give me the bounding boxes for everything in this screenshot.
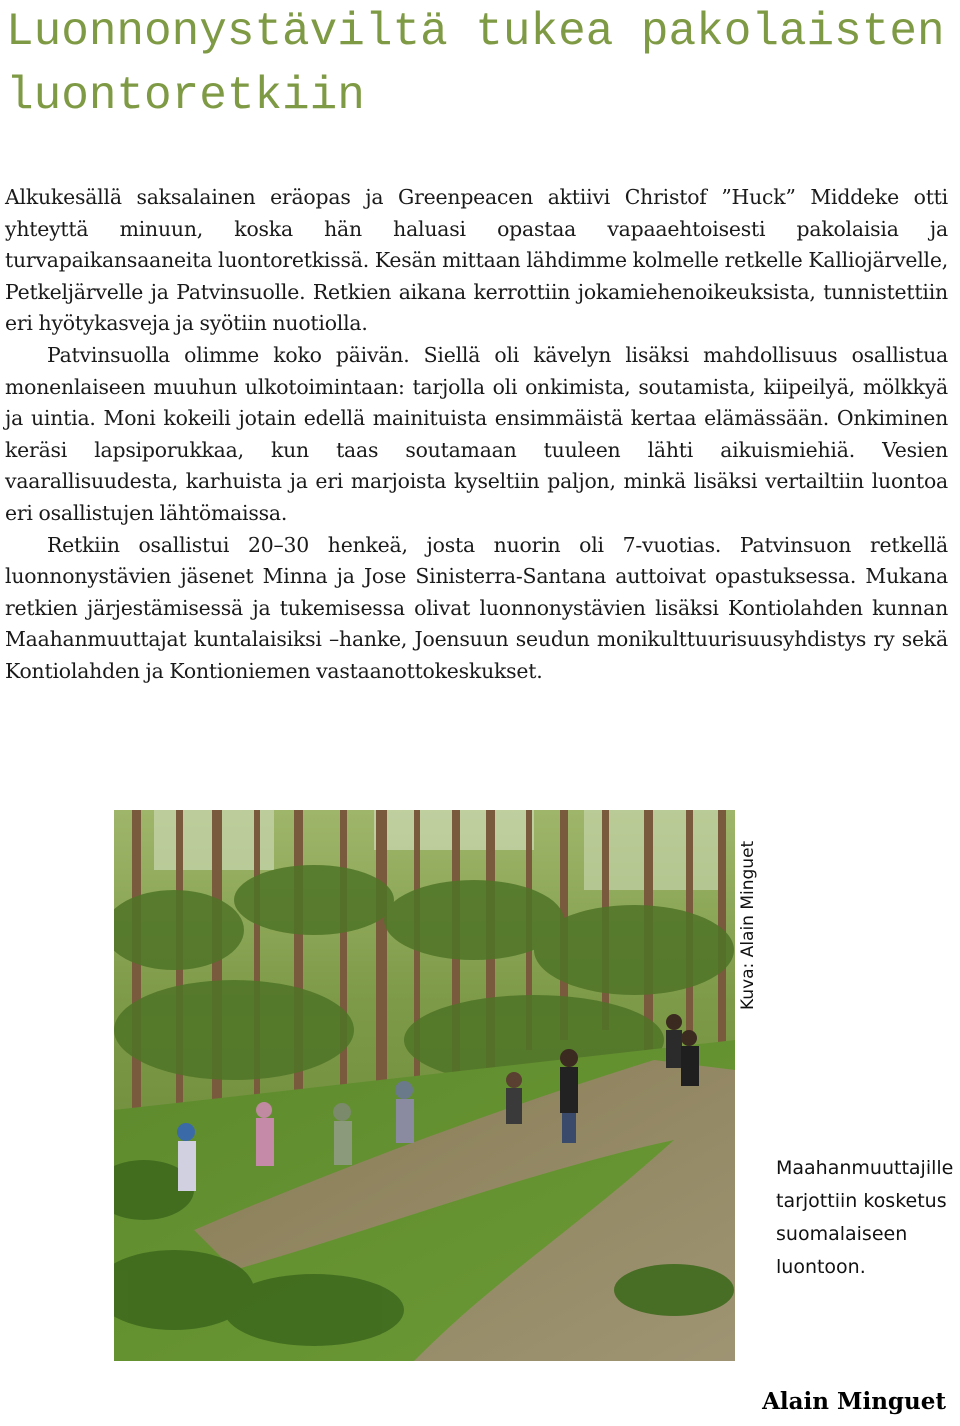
article-body	[5, 182, 948, 688]
author-signature: Alain Minguet	[762, 1388, 946, 1415]
article-headline: Luonnonystäviltä tukea pakolaisten luontoretkiin	[6, 6, 945, 122]
forest-hike-photo	[114, 810, 735, 1361]
photo-caption: Maahanmuuttajille tarjottiin kosketus suomalaiseen luontoon.	[776, 1157, 954, 1278]
paragraph: Patvinsuolla olimme koko päivän. Siellä oli kävelyn lisäksi mahdollisuus osallistua monenlaiseen muuhun ulkotoimintaan: tarjolla oli onkimista, soutamista, kiipeilyä, mölkkyä ja uintia. Moni kokeili jotain edellä mainituista ensimmäistä kertaa elämässään. Onkiminen keräsi lapsiporukkaa, kun taas soutamaan tuuleen lähti aikuismiehiä. Vesien vaarallisuudesta, karhuista ja eri marjoista kyseltiin paljon, minkä lisäksi vertailtiin luontoa eri osallistujen lähtömaissa.	[5, 342, 948, 525]
paragraph: Alkukesällä saksalainen eräopas ja Greenpeacen aktiivi Christof ”Huck” Middeke otti yhteyttä minuun, koska hän haluasi opastaa vapaaehtoisesti pakolaisia ja turvapaikansaaneita luontoretkissä. Kesän mittaan lähdimme kolmelle retkelle Kalliojärvelle, Petkeljärvelle ja Patvinsuolle. Retkien aikana kerrottiin jokamiehenoikeuksista, tunnistettiin eri hyötykasveja ja syötiin nuotiolla.	[5, 185, 948, 336]
paragraph: Retkiin osallistui 20–30 henkeä, josta nuorin oli 7-vuotias. Patvinsuon retkellä luonnonystävien jäsenet Minna ja Jose Sinisterra-Santana auttoivat opastuksessa. Mukana retkien järjestämisessä ja tukemisessa olivat luonnonystävien lisäksi Kontiolahden kunnan Maahanmuuttajat kuntalaisiksi –hanke, Joensuun seudun monikulttuurisuusyhdistys ry sekä Kontiolahden ja Kontioniemen vastaanottokeskukset.	[5, 532, 948, 683]
photo-credit: Kuva: Alain Minguet	[738, 840, 758, 1010]
